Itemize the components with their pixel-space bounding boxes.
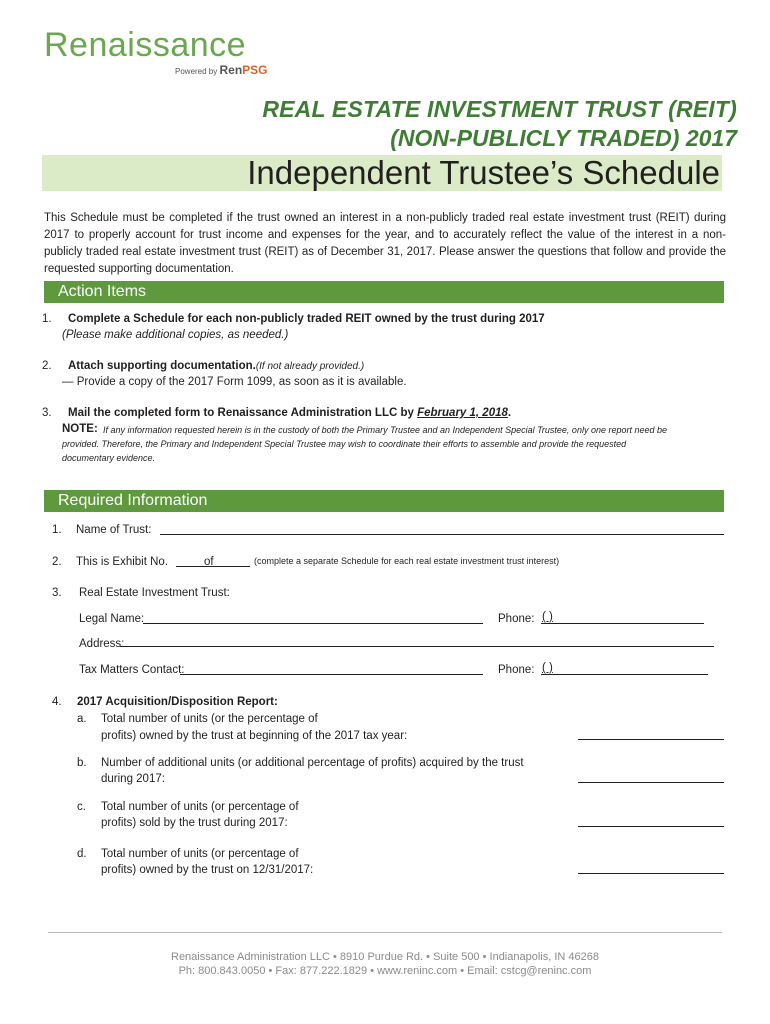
address-field[interactable] — [120, 646, 714, 647]
note-label: NOTE: — [62, 423, 98, 435]
tax-contact-field[interactable] — [180, 674, 483, 675]
q4d-line2: profits) owned by the trust on 12/31/2017: — [101, 864, 314, 876]
action-item-2-italic: (If not already provided.) — [255, 361, 365, 372]
title-line1: REAL ESTATE INVESTMENT TRUST (REIT) — [262, 96, 737, 122]
legal-name-field[interactable] — [143, 623, 483, 624]
q4a-letter: a. — [77, 713, 87, 725]
q2-number: 2. — [52, 556, 62, 568]
powered-psg: PSG — [242, 63, 268, 77]
deadline-date: February 1, 2018 — [417, 407, 508, 419]
action-item-1-sub: (Please make additional copies, as needed.) — [62, 329, 289, 341]
footer-divider — [48, 932, 722, 933]
exhibit-total-field[interactable] — [204, 566, 250, 567]
phone-label-2: Phone: — [498, 664, 535, 676]
action-item-2-number: 2. — [42, 360, 52, 372]
powered-ren: Ren — [219, 63, 243, 77]
powered-by-renpsg — [175, 63, 268, 77]
q4a-answer-field[interactable] — [578, 739, 724, 740]
action-item-3-text — [68, 405, 511, 421]
q4c-letter: c. — [77, 801, 86, 813]
action-item-3-end: . — [507, 407, 512, 419]
note-line-1: If any information requested herein is in the custody of both the Primary Trustee and an Independent Special Trustee, only one report need be — [103, 425, 668, 435]
q4a-line2: profits) owned by the trust at beginning of the 2017 tax year: — [101, 730, 408, 742]
phone-area-code-1: ( ) — [542, 611, 553, 623]
q1-label: Name of Trust: — [76, 524, 152, 536]
action-item-3-bold: Mail the completed form to Renaissance Administration LLC by — [68, 407, 414, 419]
action-item-2-sub: — Provide a copy of the 2017 Form 1099, as soon as it is available. — [62, 376, 407, 388]
tax-contact-label: Tax Matters Contact: — [79, 664, 185, 676]
q4c-line2: profits) sold by the trust during 2017: — [101, 817, 288, 829]
q4b-line1: Number of additional units (or additional percentage of profits) acquired by the trust — [101, 757, 524, 769]
q2-note: (complete a separate Schedule for each real estate investment trust interest) — [254, 556, 560, 566]
q4d-line1: Total number of units (or percentage of — [101, 848, 299, 860]
powered-prefix: Powered by — [175, 67, 218, 76]
address-label: Address: — [79, 638, 125, 650]
q3-label: Real Estate Investment Trust: — [79, 587, 230, 599]
legal-name-label: Legal Name: — [79, 613, 145, 625]
q4c-line1: Total number of units (or percentage of — [101, 801, 299, 813]
q4d-letter: d. — [77, 848, 87, 860]
action-items-heading: Action Items — [44, 281, 724, 303]
exhibit-number-field[interactable] — [176, 566, 204, 567]
q4b-letter: b. — [77, 757, 87, 769]
q4a-line1: Total number of units (or the percentage of — [101, 713, 318, 725]
phone-field-1[interactable] — [541, 623, 704, 624]
note-line-3: documentary evidence. — [62, 453, 156, 463]
q4b-answer-field[interactable] — [578, 782, 724, 783]
q4b-line2: during 2017: — [101, 773, 165, 785]
phone-field-2[interactable] — [541, 674, 708, 675]
renaissance-logo: Renaissance — [44, 26, 247, 64]
q3-number: 3. — [52, 587, 62, 599]
q4-number: 4. — [52, 696, 62, 708]
intro-paragraph: This Schedule must be completed if the trust owned an interest in a non-publicly traded real estate investment trust (REIT) during 2017 to properly account for trust income and expenses for the year, and to accurately reflect the value of the interest in a non-publicly traded real estate investment trust (REIT) as of December 31, 2017. Please answer the questions that follow and provide the requested supporting documentation. — [44, 212, 726, 275]
q4c-answer-field[interactable] — [578, 826, 724, 827]
q4d-answer-field[interactable] — [578, 873, 724, 874]
q2-of: of — [204, 556, 214, 568]
page-title: Independent Trustee’s Schedule — [247, 154, 720, 191]
action-item-2-bold: Attach supporting documentation. — [68, 360, 256, 372]
action-item-3-number: 3. — [42, 407, 52, 419]
footer-address: Renaissance Administration LLC • 8910 Purdue Rd. • Suite 500 • Indianapolis, IN 46268 — [171, 951, 599, 963]
required-info-heading: Required Information — [44, 490, 724, 512]
action-item-1-text: Complete a Schedule for each non-publicly traded REIT owned by the trust during 2017 — [68, 313, 545, 325]
note-line-2: provided. Therefore, the Primary and Independent Special Trustee may wish to coordinate their efforts to assemble and provide the requested — [62, 439, 627, 449]
q4-label: 2017 Acquisition/Disposition Report: — [77, 696, 278, 708]
q2-label: This is Exhibit No. — [76, 556, 169, 568]
q1-number: 1. — [52, 524, 62, 536]
action-item-2-text — [68, 358, 364, 375]
action-item-1-number: 1. — [42, 313, 52, 325]
phone-label-1: Phone: — [498, 613, 535, 625]
footer-contact: Ph: 800.843.0050 • Fax: 877.222.1829 • www.reninc.com • Email: cstcg@reninc.com — [178, 965, 592, 977]
name-of-trust-field[interactable] — [160, 534, 724, 535]
phone-area-code-2: ( ) — [542, 662, 553, 674]
title-line2: (NON-PUBLICLY TRADED) 2017 — [390, 125, 737, 151]
